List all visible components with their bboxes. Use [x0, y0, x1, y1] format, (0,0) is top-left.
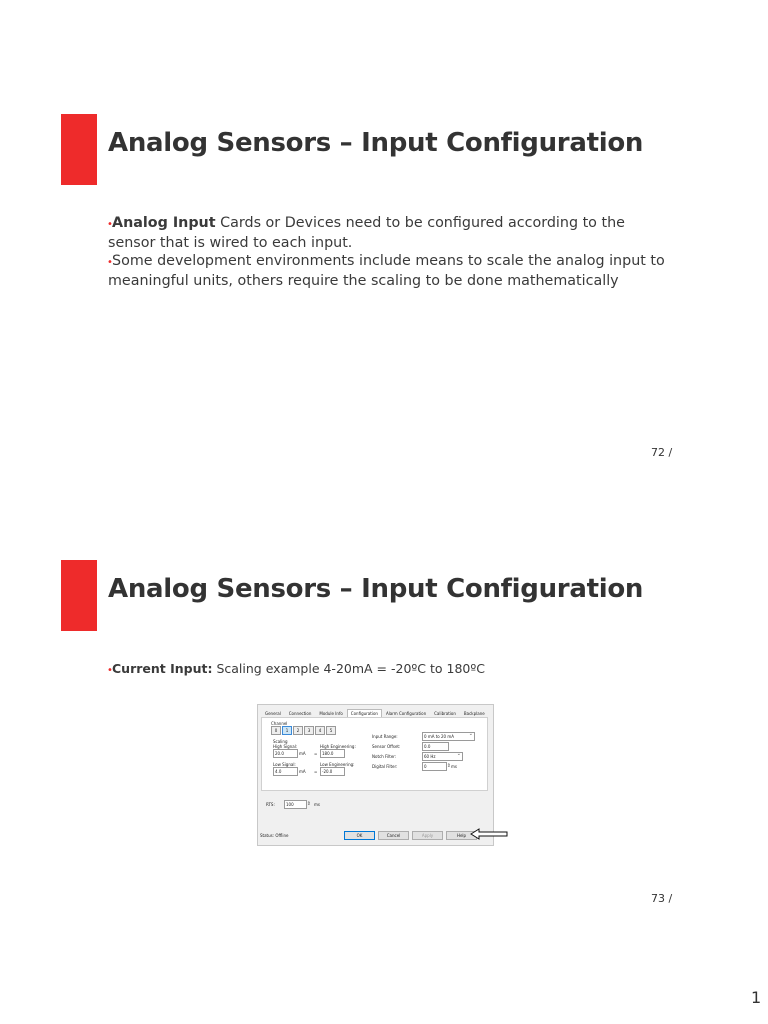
bullet-text: Cards or Devices need to be configured according to the sensor that is wired to each input.: [108, 215, 625, 251]
channel-button-selected[interactable]: 1: [282, 726, 292, 735]
sensor-offset-input[interactable]: 0.0: [422, 742, 449, 751]
document-page-number: 1: [751, 988, 762, 1007]
bullet-list: [108, 660, 668, 680]
bullet-item: [108, 214, 668, 252]
high-equals-sign: =: [314, 751, 318, 756]
bullet-text: Some development environments include means to scale the analog input to meaningful units, others require the scaling to be done mathematically: [108, 253, 665, 289]
title-accent-bar: [61, 114, 97, 185]
low-signal-input[interactable]: 4.0: [273, 767, 298, 776]
slide-73: [0, 446, 768, 946]
ok-button[interactable]: OK: [344, 831, 375, 840]
rts-stepper[interactable]: 100 ⇕: [284, 800, 307, 809]
scaling-label: Scaling: [273, 739, 288, 744]
title-accent-bar: [61, 560, 97, 631]
channel-button[interactable]: 2: [293, 726, 303, 735]
digital-filter-stepper[interactable]: 0 ⇕: [422, 762, 447, 771]
tab-backplane[interactable]: Backplane: [463, 711, 485, 716]
tab-configuration[interactable]: Configuration: [347, 709, 382, 718]
channel-button[interactable]: 5: [326, 726, 336, 735]
bullet-item: [108, 660, 668, 680]
bullet-dot-icon: •: [107, 219, 113, 230]
rts-unit: ms: [314, 802, 320, 807]
low-engineering-label: Low Engineering:: [320, 762, 355, 767]
module-properties-dialog: [257, 704, 494, 846]
low-signal-label: Low Signal:: [273, 762, 296, 767]
channel-button[interactable]: 0: [271, 726, 281, 735]
digital-filter-label: Digital Filter:: [372, 764, 398, 769]
digital-filter-unit: ms: [451, 764, 457, 769]
apply-button[interactable]: Apply: [412, 831, 443, 840]
slide-title: Analog Sensors – Input Configuration: [108, 128, 644, 158]
bullet-bold-text: Current Input:: [112, 661, 213, 676]
rts-label: RTS:: [266, 802, 275, 807]
sensor-offset-label: Sensor Offset:: [372, 744, 401, 749]
slide-page-number: 72 /: [651, 446, 673, 459]
status-text: Status: Offline: [260, 833, 289, 838]
notch-filter-label: Notch Filter:: [372, 754, 397, 759]
tab-calibration[interactable]: Calibration: [434, 711, 456, 716]
low-signal-unit: mA: [299, 769, 306, 774]
input-range-select[interactable]: 0 mA to 20 mA ⌄: [422, 732, 475, 741]
input-range-label: Input Range:: [372, 734, 398, 739]
configuration-panel: [261, 717, 488, 791]
bullet-dot-icon: •: [107, 257, 113, 268]
tab-general[interactable]: General: [265, 711, 281, 716]
channel-button[interactable]: 4: [315, 726, 325, 735]
tab-module-info[interactable]: Module Info: [319, 711, 343, 716]
slide-title: Analog Sensors – Input Configuration: [108, 574, 644, 604]
bullet-dot-icon: •: [107, 665, 113, 676]
high-engineering-input[interactable]: 180.0: [320, 749, 345, 758]
notch-filter-select[interactable]: 60 Hz ⌄: [422, 752, 463, 761]
high-engineering-label: High Engineering:: [320, 744, 356, 749]
low-equals-sign: =: [314, 769, 318, 774]
high-signal-unit: mA: [299, 751, 306, 756]
slide-72: [0, 0, 768, 500]
high-signal-label: High Signal:: [273, 744, 298, 749]
tab-connection[interactable]: Connection: [288, 711, 312, 716]
slide-page-number: 73 /: [651, 892, 673, 905]
bullet-text: Scaling example 4-20mA = -20ºC to 180ºC: [212, 661, 486, 676]
bullet-list: [108, 214, 668, 290]
channel-selector: [271, 726, 337, 735]
help-button[interactable]: Help: [446, 831, 477, 840]
channel-label: Channel: [271, 721, 288, 726]
cancel-button[interactable]: Cancel: [378, 831, 409, 840]
channel-button[interactable]: 3: [304, 726, 314, 735]
tab-alarm-configuration[interactable]: Alarm Configuration: [385, 711, 427, 716]
bullet-item: [108, 252, 668, 290]
arrow-pointer-icon: [470, 828, 510, 840]
low-engineering-input[interactable]: -20.0: [320, 767, 345, 776]
bullet-bold-text: Analog Input: [112, 215, 216, 231]
high-signal-input[interactable]: 20.0: [273, 749, 298, 758]
